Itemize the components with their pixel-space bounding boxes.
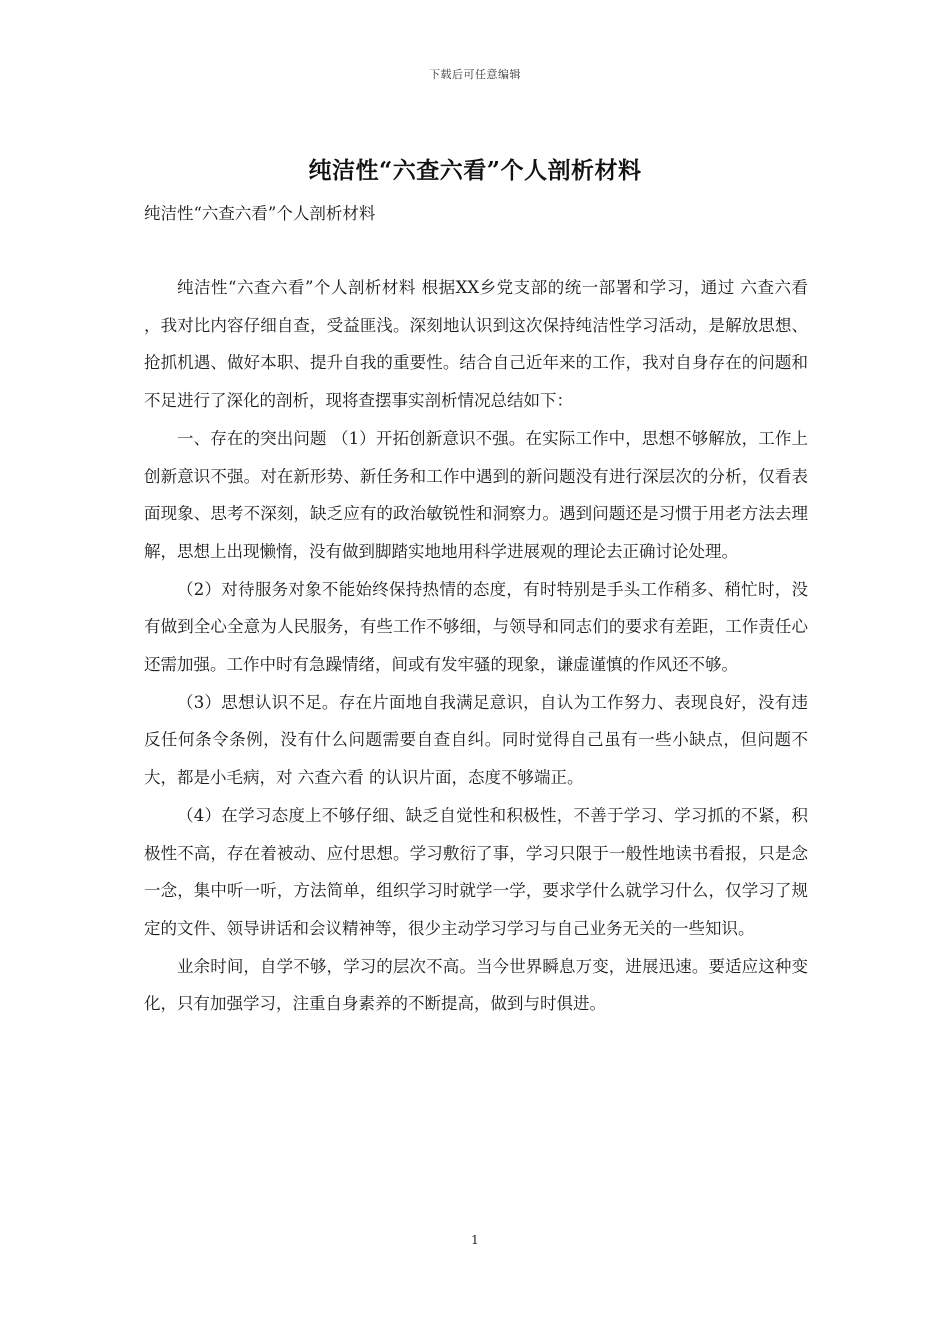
paragraph-issue-3: （3）思想认识不足。存在片面地自我满足意识，自认为工作努力、表现良好，没有违反任何条令条例，没有什么问题需要自查自纠。同时觉得自己虽有一些小缺点，但问题不大，都是小毛病，对 六查六看 的认识片面，态度不够端正。 xyxy=(144,692,808,788)
paragraph-issue-1: 一、存在的突出问题 （1）开拓创新意识不强。在实际工作中，思想不够解放，工作上创新意识不强。对在新形势、新任务和工作中遇到的新问题没有进行深层次的分析，仅看表面现象、思考不深刻，缺乏应有的政治敏锐性和洞察力。遇到问题还是习惯于用老方法去理解，思想上出现懒惰，没有做到脚踏实地地用科学进展观的理论去正确讨论处理。 xyxy=(144,428,808,561)
paragraph-intro: 纯洁性“六查六看”个人剖析材料 根据XX乡党支部的统一部署和学习，通过 六查六看 ，我对比内容仔细自查，受益匪浅。深刻地认识到这次保持纯洁性学习活动，是解放思想、抢抓机遇、做好本职、提升自我的重要性。结合自己近年来的工作，我对自身存在的问题和不足进行了深化的剖析，现将查摆事实剖析情况总结如下： xyxy=(144,278,808,411)
document-body xyxy=(144,269,808,1023)
page-number: 1 xyxy=(471,1233,479,1247)
header-note: 下载后可任意编辑 xyxy=(429,68,521,81)
document-subtitle: 纯洁性“六查六看”个人剖析材料 xyxy=(144,204,376,223)
document-title: 纯洁性“六查六看”个人剖析材料 xyxy=(308,157,642,184)
paragraph-issue-4: （4）在学习态度上不够仔细、缺乏自觉性和积极性，不善于学习、学习抓的不紧，积极性不高，存在着被动、应付思想。学习敷衍了事，学习只限于一般性地读书看报，只是念一念，集中听一听，方法简单，组织学习时就学一学，要求学什么就学习什么，仅学习了规定的文件、领导讲话和会议精神等，很少主动学习学习与自己业务无关的一些知识。 xyxy=(144,805,808,938)
paragraph-spare-time: 业余时间，自学不够，学习的层次不高。当今世界瞬息万变，进展迅速。要适应这种变化，只有加强学习，注重自身素养的不断提高，做到与时俱进。 xyxy=(144,956,808,1014)
paragraph-issue-2: （2）对待服务对象不能始终保持热情的态度，有时特别是手头工作稍多、稍忙时，没有做到全心全意为人民服务，有些工作不够细，与领导和同志们的要求有差距，工作责任心还需加强。工作中时有急躁情绪，间或有发牢骚的现象，谦虚谨慎的作风还不够。 xyxy=(144,579,808,675)
